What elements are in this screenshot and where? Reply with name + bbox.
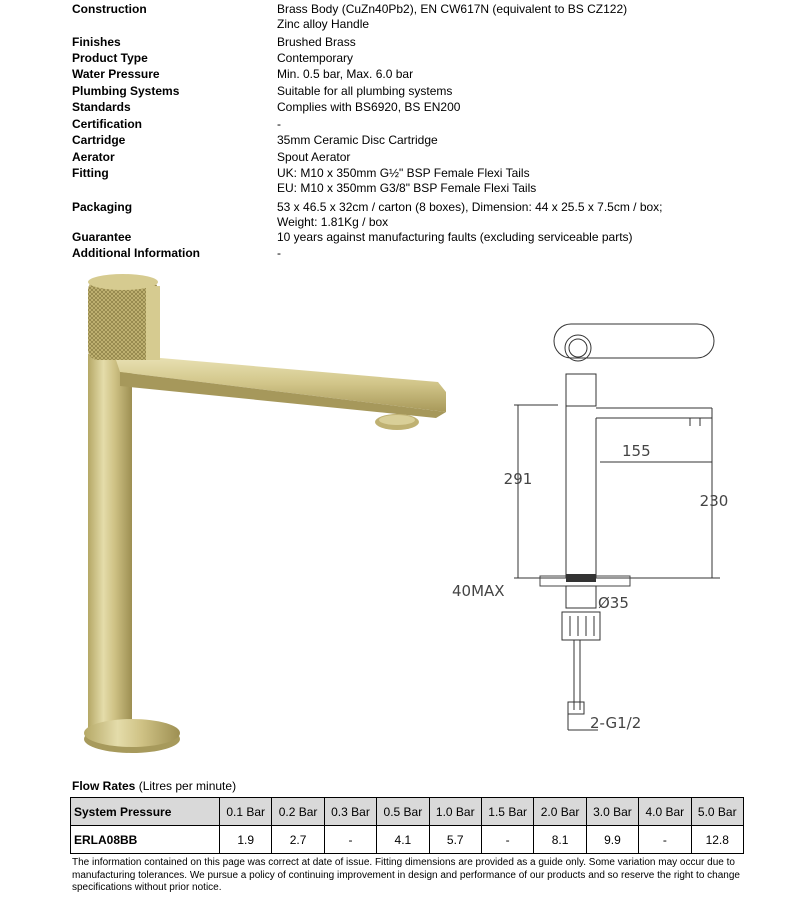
spec-value: Complies with BS6920, BS EN200 bbox=[277, 100, 461, 114]
spec-label: Water Pressure bbox=[72, 67, 160, 81]
flow-rate-cell: - bbox=[324, 826, 376, 854]
spec-value: - bbox=[277, 246, 281, 260]
spec-value-line: Zinc alloy Handle bbox=[277, 17, 370, 31]
tap-body bbox=[88, 354, 132, 734]
flow-rates-title bbox=[72, 779, 236, 793]
spec-value: Suitable for all plumbing systems bbox=[277, 84, 453, 98]
flow-pressure-cell: 1.0 Bar bbox=[429, 798, 481, 826]
spec-value-line: Brass Body (CuZn40Pb2), EN CW617N (equivalent to BS CZ122) bbox=[277, 2, 628, 16]
spec-value-line: EU: M10 x 350mm G3/8" BSP Female Flexi Tails bbox=[277, 181, 537, 195]
spec-label: Packaging bbox=[72, 200, 133, 214]
flow-rates-title-bold: Flow Rates bbox=[72, 779, 136, 793]
flow-rate-cell: 5.7 bbox=[429, 826, 481, 854]
spec-value bbox=[277, 166, 536, 196]
flow-rate-cell: 9.9 bbox=[586, 826, 638, 854]
flow-rate-cell: 1.9 bbox=[220, 826, 272, 854]
dim-hole: Ø35 bbox=[598, 594, 629, 612]
spec-label: Product Type bbox=[72, 51, 148, 65]
flow-rates-table bbox=[70, 797, 744, 854]
flow-rate-cell: - bbox=[481, 826, 533, 854]
flow-header-label: System Pressure bbox=[71, 798, 220, 826]
handle-side bbox=[566, 374, 596, 406]
flow-pressure-cell: 3.0 Bar bbox=[586, 798, 638, 826]
spec-value bbox=[277, 200, 663, 230]
spec-value: 35mm Ceramic Disc Cartridge bbox=[277, 133, 438, 147]
spec-label: Aerator bbox=[72, 150, 115, 164]
flow-data-row bbox=[71, 826, 744, 854]
spec-label: Construction bbox=[72, 2, 147, 16]
spec-label: Cartridge bbox=[72, 133, 126, 147]
spec-label: Plumbing Systems bbox=[72, 84, 180, 98]
spec-value: Brushed Brass bbox=[277, 35, 356, 49]
mount-nut bbox=[566, 586, 596, 608]
dim-reach: 155 bbox=[622, 442, 651, 460]
spec-label: Finishes bbox=[72, 35, 121, 49]
spec-value: Contemporary bbox=[277, 51, 354, 65]
spec-label: Certification bbox=[72, 117, 143, 131]
flow-rate-cell: 8.1 bbox=[534, 826, 586, 854]
spec-value: Min. 0.5 bar, Max. 6.0 bar bbox=[277, 67, 414, 81]
spec-value-line: UK: M10 x 350mm G½" BSP Female Flexi Tails bbox=[277, 166, 530, 180]
spec-value-line: Weight: 1.81Kg / box bbox=[277, 215, 389, 229]
spec-value: 10 years against manufacturing faults (excluding serviceable parts) bbox=[277, 230, 633, 244]
flow-pressure-cell: 0.2 Bar bbox=[272, 798, 324, 826]
flow-pressure-cell: 0.5 Bar bbox=[377, 798, 429, 826]
spec-label: Guarantee bbox=[72, 230, 132, 244]
flow-header-row bbox=[71, 798, 744, 826]
flow-pressure-cell: 5.0 Bar bbox=[691, 798, 743, 826]
spec-label: Fitting bbox=[72, 166, 109, 180]
spec-value bbox=[277, 2, 627, 32]
flow-pressure-cell: 4.0 Bar bbox=[639, 798, 691, 826]
flow-pressure-cell: 2.0 Bar bbox=[534, 798, 586, 826]
flow-pressure-cell: 0.3 Bar bbox=[324, 798, 376, 826]
spec-label: Additional Information bbox=[72, 246, 200, 260]
flow-rate-cell: 2.7 bbox=[272, 826, 324, 854]
dim-deck-max: 40MAX bbox=[452, 582, 505, 600]
disclaimer-footnote: The information contained on this page was correct at date of issue. Fitting dimensions are provided as a guide only. Some variation may occur due to manufacturing tolerances. We pursue a policy of continuing improvement in design and performance of our products and so reserve the right to change specifications without prior notice. bbox=[72, 857, 740, 893]
spec-value: Spout Aerator bbox=[277, 150, 351, 164]
flow-rate-cell: - bbox=[639, 826, 691, 854]
flow-product-code: ERLA08BB bbox=[71, 826, 220, 854]
flow-rates-title-unit: (Litres per minute) bbox=[135, 779, 237, 793]
dim-spout-height: 230 bbox=[699, 492, 729, 510]
flow-pressure-cell: 1.5 Bar bbox=[481, 798, 533, 826]
dim-thread: 2-G1/2 bbox=[590, 714, 642, 732]
spec-value: - bbox=[277, 117, 281, 131]
tap-product-image bbox=[74, 272, 494, 772]
top-view-outline bbox=[554, 324, 714, 358]
flow-rate-cell: 12.8 bbox=[691, 826, 743, 854]
spec-label: Standards bbox=[72, 100, 131, 114]
dim-total-height: 291 bbox=[503, 470, 533, 488]
technical-drawing bbox=[450, 310, 750, 740]
flow-pressure-cell: 0.1 Bar bbox=[220, 798, 272, 826]
spec-value-line: 53 x 46.5 x 32cm / carton (8 boxes), Dimension: 44 x 25.5 x 7.5cm / box; bbox=[277, 200, 663, 214]
flow-rate-cell: 4.1 bbox=[377, 826, 429, 854]
